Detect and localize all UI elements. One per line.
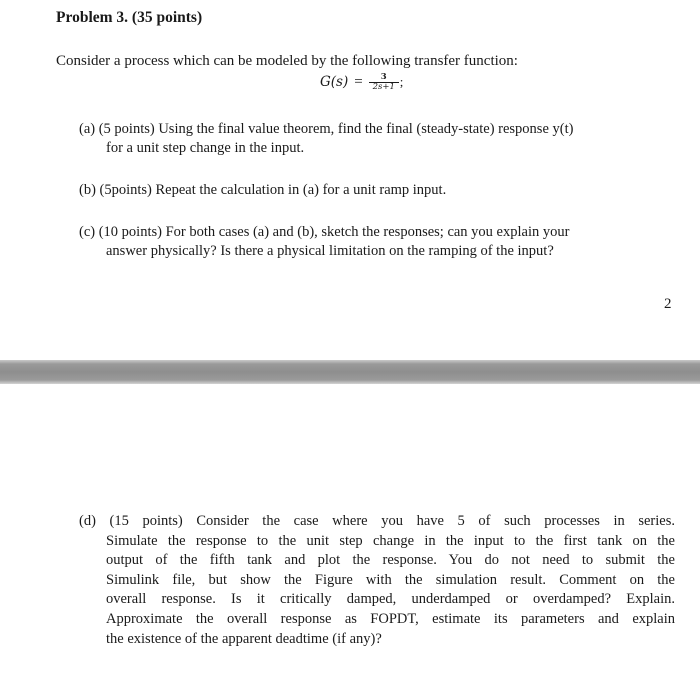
- part-d: [79, 512, 675, 649]
- problem-title: Problem 3. (35 points): [56, 9, 203, 26]
- equation-equals: =: [354, 73, 363, 90]
- equation-lhs: G(s): [320, 74, 349, 91]
- part-c-line-1: (c) (10 points) For both cases (a) and (b), sketch the responses; can you explain your: [79, 224, 570, 240]
- part-d-line-3: output of the fifth tank and plot the response. You do not need to submit the: [106, 552, 675, 569]
- part-c: [79, 223, 679, 261]
- fraction-numerator: 3: [380, 72, 387, 82]
- part-d-line-5: overall response. Is it critically damped, underdamped or overdamped? Explain.: [106, 591, 675, 608]
- part-d-line-7: the existence of the apparent deadtime (if any)?: [106, 630, 382, 647]
- fraction-denominator: 2s+1: [372, 81, 395, 92]
- part-c-line-2: answer physically? Is there a physical limitation on the ramping of the input?: [106, 243, 554, 259]
- page-number: 2: [664, 296, 672, 312]
- part-d-line-6: Approximate the overall response as FOPDT, estimate its parameters and explain: [106, 610, 675, 627]
- transfer-function-equation: [320, 73, 403, 92]
- part-b-line-1: (b) (5points) Repeat the calculation in (a) for a unit ramp input.: [79, 182, 447, 198]
- part-d-line-2: Simulate the response to the unit step change in the input to the first tank on the: [106, 532, 675, 549]
- part-b: [79, 181, 679, 200]
- equation-trailing: ;: [399, 74, 404, 90]
- part-a: [79, 120, 679, 158]
- part-a-line-2: for a unit step change in the input.: [106, 140, 305, 156]
- page-separator: [0, 360, 700, 384]
- equation-fraction: [369, 73, 399, 92]
- part-d-line-4: Simulink file, but show the Figure with the simulation result. Comment on the: [106, 571, 675, 588]
- part-d-line-1: (d) (15 points) Consider the case where you have 5 of such processes in series.: [79, 513, 675, 529]
- part-a-line-1: (a) (5 points) Using the final value theorem, find the final (steady-state) response y(t): [79, 121, 574, 137]
- problem-intro: Consider a process which can be modeled by the following transfer function:: [56, 53, 518, 69]
